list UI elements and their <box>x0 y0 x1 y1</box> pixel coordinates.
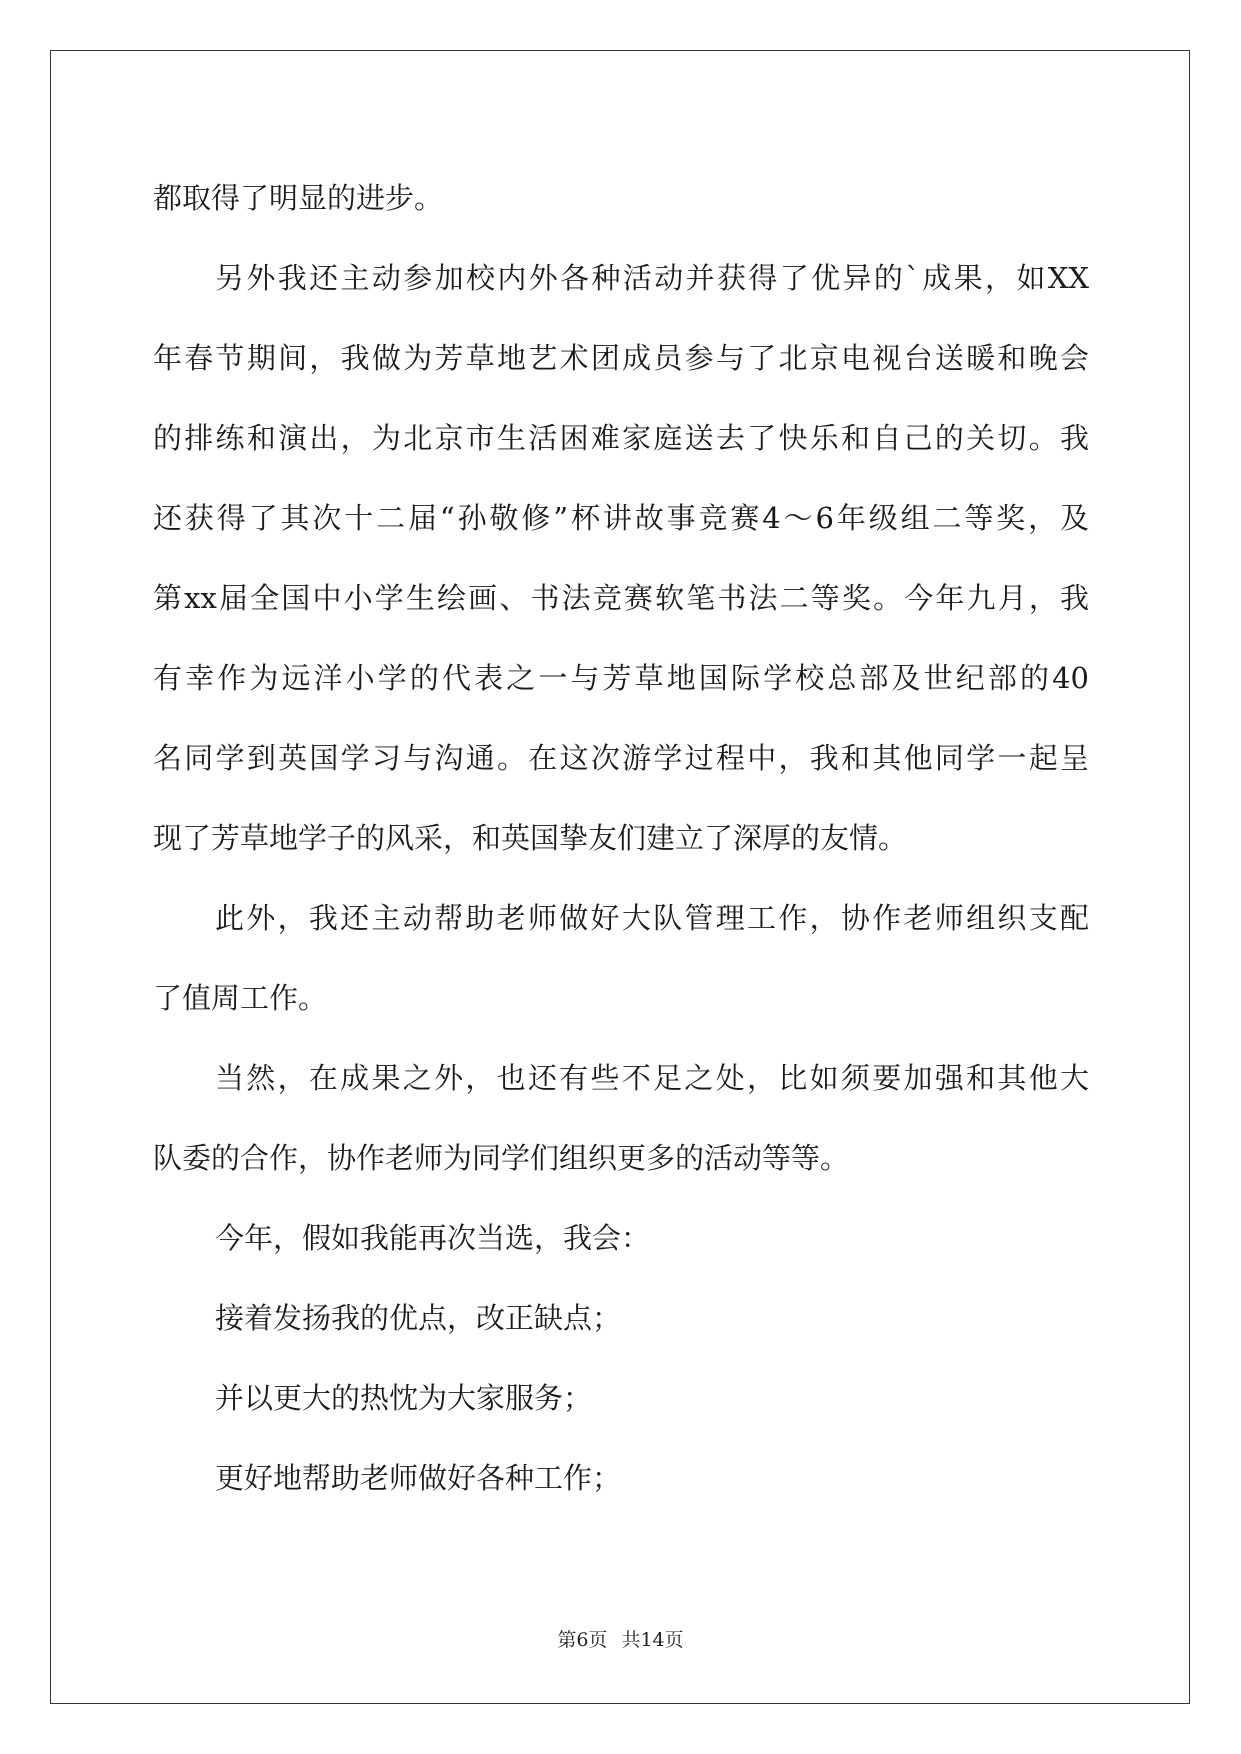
text-line: 还获得了其次十二届“孙敬修”杯讲故事竞赛4～6年级组二等奖，及 <box>153 501 1089 535</box>
text-line: 都取得了明显的进步。 <box>153 181 444 215</box>
text-line: 了值周工作。 <box>153 981 328 1015</box>
page-number: 第6页 <box>557 1629 608 1651</box>
text-line: 今年，假如我能再次当选，我会： <box>215 1221 651 1255</box>
text-line: 有幸作为远洋小学的代表之一与芳草地国际学校总部及世纪部的40 <box>153 661 1089 695</box>
text-line: 年春节期间，我做为芳草地艺术团成员参与了北京电视台送暖和晚会 <box>153 341 1089 375</box>
text-line: 现了芳草地学子的风采，和英国挚友们建立了深厚的友情。 <box>153 821 908 855</box>
document-body <box>153 158 1089 1518</box>
text-line: 更好地帮助老师做好各种工作； <box>215 1461 622 1495</box>
text-line: 此外，我还主动帮助老师做好大队管理工作，协作老师组织支配 <box>215 901 1089 935</box>
text-line: 并以更大的热忱为大家服务； <box>215 1381 593 1415</box>
text-line: 另外我还主动参加校内外各种活动并获得了优异的`成果，如XX <box>215 261 1089 295</box>
text-line: 名同学到英国学习与沟通。在这次游学过程中，我和其他同学一起呈 <box>153 741 1089 775</box>
text-line: 当然，在成果之外，也还有些不足之处，比如须要加强和其他大 <box>215 1061 1089 1095</box>
text-line: 第xx届全国中小学生绘画、书法竞赛软笔书法二等奖。今年九月，我 <box>153 581 1089 615</box>
text-line: 队委的合作，协作老师为同学们组织更多的活动等等。 <box>153 1141 850 1175</box>
text-line: 接着发扬我的优点，改正缺点； <box>215 1301 622 1335</box>
text-line: 的排练和演出，为北京市生活困难家庭送去了快乐和自己的关切。我 <box>153 421 1089 455</box>
page-total: 共14页 <box>621 1629 684 1651</box>
page-footer <box>0 1625 1241 1652</box>
